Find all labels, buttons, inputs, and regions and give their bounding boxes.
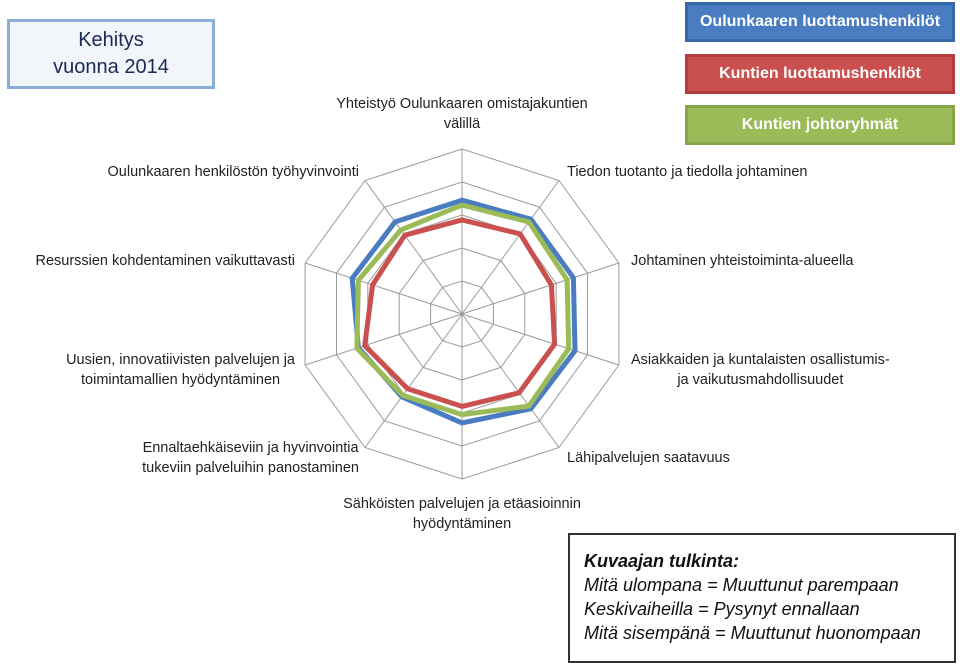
interpretation-title: Kuvaajan tulkinta: bbox=[584, 551, 740, 571]
series-line-3 bbox=[357, 205, 569, 415]
axis-label-lahipalvelujen-saatavuus: Lähipalvelujen saatavuus bbox=[567, 450, 730, 466]
axis-label-uusien-innovatiivisten: Uusien, innovatiivisten palvelujen ja toimintamallien hyödyntäminen bbox=[66, 352, 295, 388]
grid-spoke-4 bbox=[462, 314, 619, 365]
interpretation-box bbox=[568, 533, 956, 663]
legend-label: Kuntien johtoryhmät bbox=[741, 116, 899, 133]
axis-label-henkiloston-tyohyvinvointi: Oulunkaaren henkilöstön työhyvinvointi bbox=[107, 164, 359, 180]
chart-title-line2: vuonna 2014 bbox=[53, 56, 169, 78]
axis-label-tiedon-tuotanto: Tiedon tuotanto ja tiedolla johtaminen bbox=[567, 164, 808, 180]
interpretation-line-outer: Mitä ulompana = Muuttunut parempaan bbox=[584, 575, 899, 595]
grid-spoke-10 bbox=[365, 181, 462, 315]
grid-spoke-8 bbox=[305, 314, 462, 365]
axis-label-yhteistyo: Yhteistyö Oulunkaaren omistajakuntien välillä bbox=[336, 96, 588, 132]
axis-label-sahkoisten-palvelujen: Sähköisten palvelujen ja etäasioinnin hyödyntäminen bbox=[343, 496, 581, 532]
chart-title-line1: Kehitys bbox=[78, 29, 144, 51]
legend-label: Kuntien luottamushenkilöt bbox=[719, 65, 921, 82]
grid-spoke-7 bbox=[365, 314, 462, 448]
axis-label-resurssien-kohdentaminen: Resurssien kohdentaminen vaikuttavasti bbox=[35, 253, 295, 269]
interpretation-line-inner: Mitä sisempänä = Muuttunut huonompaan bbox=[584, 623, 921, 643]
axis-label-ennaltaehkaiseviin: Ennaltaehkäiseviin ja hyvinvointia tukeviin palveluihin panostaminen bbox=[142, 440, 359, 476]
axis-label-asiakkaiden-osallistumis: Asiakkaiden ja kuntalaisten osallistumis- ja vaikutusmahdollisuudet bbox=[631, 352, 890, 388]
legend-label: Oulunkaaren luottamushenkilöt bbox=[699, 13, 941, 30]
axis-label-johtaminen: Johtaminen yhteistoiminta-alueella bbox=[631, 253, 854, 269]
interpretation-line-middle: Keskivaiheilla = Pysynyt ennallaan bbox=[584, 599, 860, 619]
